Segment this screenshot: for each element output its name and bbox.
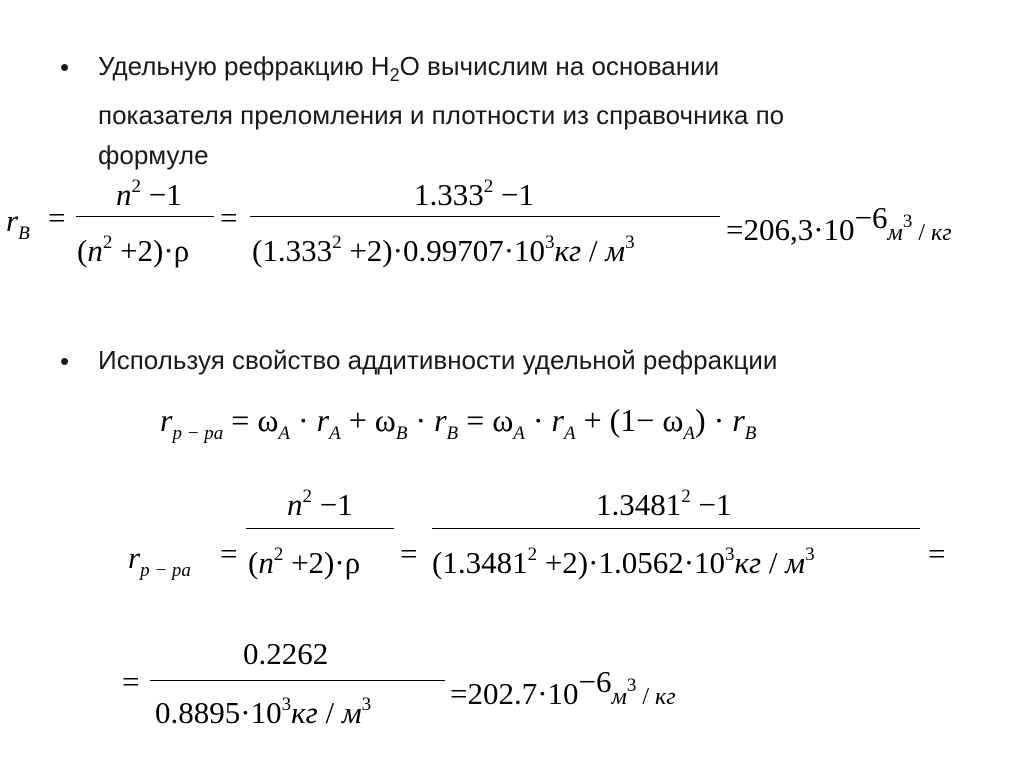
formula-result-eq-1: =	[122, 664, 140, 699]
formula-rb-fraction-1-denominator: $(n^2 +2)\cdot\rho$	[77, 232, 190, 268]
formula-mixture-eq-2: =	[400, 536, 418, 571]
formula-mixture-fraction-1-denominator: $(n^2 +2)\cdot\rho$	[248, 544, 361, 580]
formula-mixture-lhs: $r_{p - pa}$	[128, 540, 191, 581]
bullet-2: •	[60, 346, 70, 376]
formula-mixture-eq-1: =	[220, 536, 238, 571]
paragraph-2: Используя свойство аддитивности удельной рефракции	[98, 345, 778, 375]
formula-result-denominator: $0.8895\cdot 10^3кг / м^3$	[155, 694, 372, 730]
paragraph-1-line-2: показателя преломления и плотности из справочника по	[98, 100, 785, 130]
formula-result-bar	[150, 680, 445, 681]
formula-rb-eq-2: =	[220, 200, 238, 235]
formula-rb-eq-1: =	[48, 200, 66, 235]
formula-result-numerator: 0.2262	[243, 636, 329, 671]
formula-rb-fraction-2-denominator: $(1.333^2 +2)\cdot 0.99707\cdot 10^3кг / м^3$	[252, 232, 635, 268]
formula-mixture-fraction-2-bar	[432, 528, 920, 529]
paragraph-1	[98, 46, 998, 175]
formula-rb-fraction-1-bar	[76, 216, 214, 217]
formula-mixture-fraction-2-numerator: $1.3481^2 -1$	[596, 486, 732, 522]
bullet-1: •	[60, 52, 70, 82]
formula-rb-fraction-2-numerator: $1.333^2 -1$	[414, 176, 534, 212]
paragraph-1-line-1: Удельную рефракцию $H_2O$ вычислим на основании	[98, 51, 720, 85]
formula-rb-fraction-1-numerator: $n^2 -1$	[116, 176, 182, 212]
formula-rb-lhs: $r_B$	[6, 203, 30, 244]
formula-mixture-fraction-2-denominator: $(1.3481^2 +2)\cdot 1.0562\cdot 10^3кг / м^3$	[432, 544, 815, 580]
formula-result-value: $=202.7\cdot 10-6м^3$ / кг	[450, 664, 676, 711]
formula-rb-fraction-2-bar	[250, 216, 720, 217]
formula-mixture-fraction-1-numerator: $n^2 -1$	[287, 486, 353, 522]
formula-rb-result: $=206,3\cdot 10-6м^3$ / кг	[726, 200, 952, 247]
paragraph-1-line-3: формуле	[98, 140, 209, 170]
formula-additivity: $r_{p - pa} = \omega_A \cdot r_A + \omega_B \cdot r_B = \omega_A \cdot r_A + (1- \omega_A) \cdot r_B$	[160, 402, 757, 444]
formula-mixture-fraction-1-bar	[246, 528, 394, 529]
formula-mixture-eq-3: =	[928, 536, 946, 571]
